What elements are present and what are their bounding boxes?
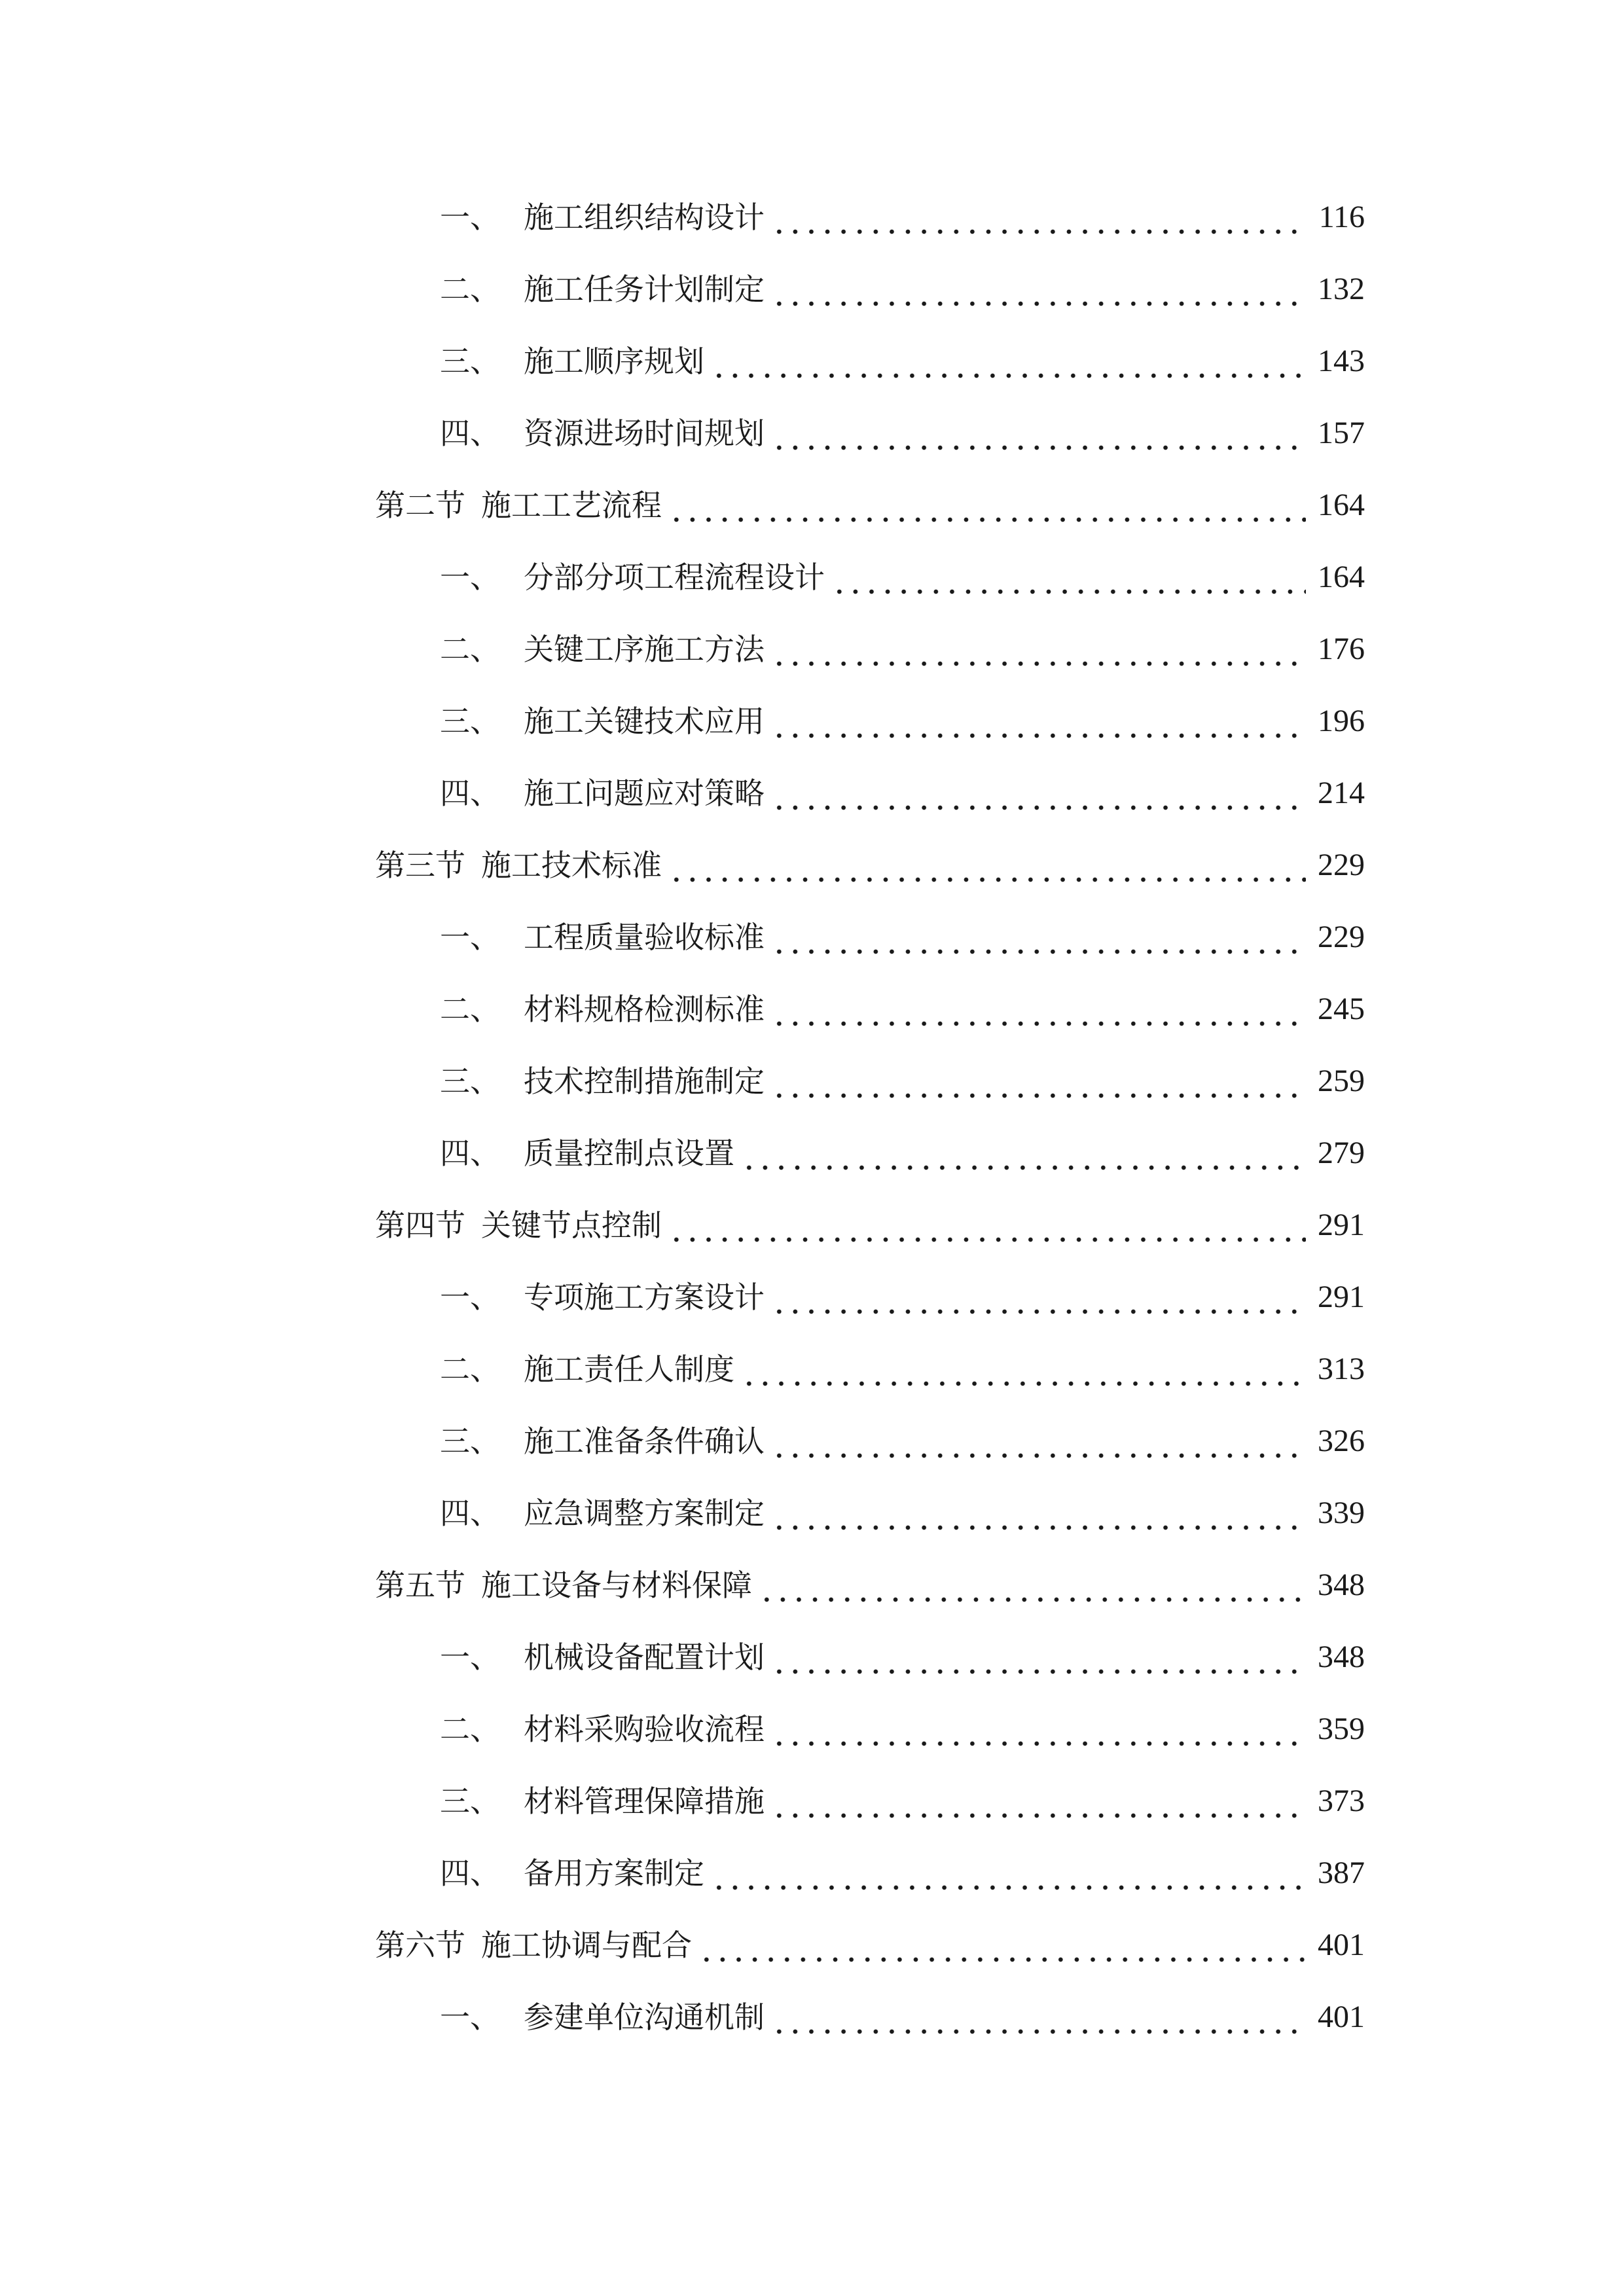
- toc-entry-page-number: 143: [1318, 344, 1365, 378]
- dot-leader: [668, 839, 1306, 891]
- toc-entry[interactable]: [440, 767, 1365, 819]
- toc-entry-number: 二、: [440, 632, 500, 667]
- toc-entry[interactable]: [440, 335, 1365, 387]
- toc-entry[interactable]: [440, 551, 1365, 603]
- toc-entry-title: 施工设备与材料保障: [481, 1568, 752, 1603]
- toc-entry-page-number: 229: [1318, 848, 1365, 882]
- toc-entry-title: 工程质量验收标准: [524, 920, 765, 955]
- toc-entry[interactable]: [440, 1055, 1365, 1107]
- dot-leader: [771, 767, 1306, 819]
- toc-entry[interactable]: [440, 1343, 1365, 1395]
- toc-entry-number: 一、: [440, 920, 500, 955]
- toc-entry-title: 应急调整方案制定: [524, 1496, 765, 1531]
- dot-leader: [711, 1847, 1306, 1899]
- toc-entry[interactable]: [440, 1847, 1365, 1899]
- toc-section-entry[interactable]: [375, 479, 1365, 531]
- toc-entry-title: 机械设备配置计划: [524, 1640, 765, 1675]
- toc-entry-number: 四、: [440, 1856, 500, 1891]
- toc-entry[interactable]: [440, 1415, 1365, 1467]
- dot-leader: [771, 1055, 1306, 1107]
- toc-section-entry[interactable]: [375, 1559, 1365, 1611]
- toc-entry-page-number: 132: [1318, 272, 1365, 306]
- toc-entry-title: 施工技术标准: [481, 848, 662, 883]
- toc-entry-number: 二、: [440, 992, 500, 1027]
- toc-entry-number: 一、: [440, 1280, 500, 1315]
- dot-leader: [771, 911, 1306, 963]
- toc-entry-page-number: 116: [1318, 200, 1365, 234]
- dot-leader: [831, 551, 1306, 603]
- toc-entry-title: 关键节点控制: [481, 1208, 662, 1243]
- toc-entry-number: 四、: [440, 1136, 500, 1171]
- dot-leader: [741, 1343, 1306, 1395]
- dot-leader: [771, 1631, 1306, 1683]
- toc-entry-page-number: 279: [1318, 1136, 1365, 1170]
- toc-entry-title: 材料管理保障措施: [524, 1784, 765, 1819]
- toc-entry-number: 二、: [440, 1712, 500, 1747]
- toc-entry-title: 分部分项工程流程设计: [524, 560, 825, 595]
- toc-entry[interactable]: [440, 1271, 1365, 1323]
- toc-entry[interactable]: [440, 1631, 1365, 1683]
- toc-entry-title: 专项施工方案设计: [524, 1280, 765, 1315]
- toc-entry-number: 三、: [440, 344, 500, 379]
- toc-section-entry[interactable]: [375, 839, 1365, 891]
- dot-leader: [711, 335, 1306, 387]
- toc-entry-page-number: 164: [1318, 488, 1365, 522]
- toc-entry-number: 三、: [440, 1064, 500, 1099]
- toc-entry-number: 一、: [440, 560, 500, 595]
- dot-leader: [759, 1559, 1306, 1611]
- toc-entry-number: 三、: [440, 1424, 500, 1459]
- dot-leader: [668, 1199, 1306, 1251]
- toc-entry-title: 施工准备条件确认: [524, 1424, 765, 1459]
- toc-entry-title: 质量控制点设置: [524, 1136, 734, 1171]
- toc-entry-page-number: 196: [1318, 704, 1365, 738]
- toc-entry-number: 第五节: [375, 1568, 465, 1603]
- toc-entry-page-number: 164: [1318, 560, 1365, 594]
- toc-entry-page-number: 359: [1318, 1712, 1365, 1746]
- dot-leader: [771, 623, 1306, 675]
- toc-entry-title: 施工工艺流程: [481, 488, 662, 523]
- dot-leader: [771, 191, 1307, 243]
- toc-entry[interactable]: [440, 263, 1365, 315]
- toc-section-entry[interactable]: [375, 1199, 1365, 1251]
- toc-entry[interactable]: [440, 983, 1365, 1035]
- toc-entry-title: 施工责任人制度: [524, 1352, 734, 1387]
- toc-entry-title: 施工协调与配合: [481, 1928, 692, 1963]
- toc-entry-page-number: 348: [1318, 1568, 1365, 1602]
- toc-entry-title: 关键工序施工方法: [524, 632, 765, 667]
- toc-entry-title: 施工关键技术应用: [524, 704, 765, 739]
- toc-entry-number: 二、: [440, 1352, 500, 1387]
- toc-entry-page-number: 401: [1318, 1928, 1365, 1962]
- toc-entry-page-number: 291: [1318, 1208, 1365, 1242]
- toc-entry-page-number: 229: [1318, 920, 1365, 954]
- toc-entry-page-number: 348: [1318, 1640, 1365, 1674]
- dot-leader: [771, 1775, 1306, 1827]
- toc-entry[interactable]: [440, 911, 1365, 963]
- toc-entry-title: 技术控制措施制定: [524, 1064, 765, 1099]
- toc-entry-page-number: 373: [1318, 1784, 1365, 1818]
- dot-leader: [698, 1919, 1306, 1971]
- toc-entry[interactable]: [440, 1487, 1365, 1539]
- toc-entry-title: 施工顺序规划: [524, 344, 704, 379]
- toc-entry-number: 一、: [440, 2000, 500, 2035]
- toc-entry-number: 第四节: [375, 1208, 465, 1243]
- dot-leader: [771, 1703, 1306, 1755]
- toc-entry-page-number: 339: [1318, 1496, 1365, 1530]
- toc-entry[interactable]: [440, 1991, 1365, 2043]
- toc-entry[interactable]: [440, 191, 1365, 243]
- toc-entry-page-number: 157: [1318, 416, 1365, 450]
- toc-entry[interactable]: [440, 623, 1365, 675]
- toc-entry[interactable]: [440, 695, 1365, 747]
- toc-entry-number: 第三节: [375, 848, 465, 883]
- toc-entry-title: 备用方案制定: [524, 1856, 704, 1891]
- toc-entry-number: 三、: [440, 704, 500, 739]
- dot-leader: [741, 1127, 1306, 1179]
- toc-entry-number: 一、: [440, 200, 500, 235]
- toc-entry-title: 参建单位沟通机制: [524, 2000, 765, 2035]
- toc-entry[interactable]: [440, 1703, 1365, 1755]
- toc-entry-number: 四、: [440, 416, 500, 451]
- dot-leader: [771, 1991, 1306, 2043]
- toc-entry-page-number: 176: [1318, 632, 1365, 666]
- toc-entry-number: 第六节: [375, 1928, 465, 1963]
- toc-entry-number: 四、: [440, 1496, 500, 1531]
- dot-leader: [771, 263, 1306, 315]
- toc-entry-page-number: 259: [1318, 1064, 1365, 1098]
- toc-entry[interactable]: [440, 1127, 1365, 1179]
- toc-entry-title: 施工任务计划制定: [524, 272, 765, 307]
- dot-leader: [771, 1415, 1306, 1467]
- toc-entry-title: 材料规格检测标准: [524, 992, 765, 1027]
- toc-section-entry[interactable]: [375, 1919, 1365, 1971]
- toc-entry-number: 一、: [440, 1640, 500, 1675]
- dot-leader: [771, 1271, 1306, 1323]
- toc-entry-page-number: 401: [1318, 2000, 1365, 2034]
- toc-entry-page-number: 245: [1318, 992, 1365, 1026]
- toc-entry-number: 四、: [440, 776, 500, 811]
- dot-leader: [771, 695, 1306, 747]
- toc-entry-title: 施工问题应对策略: [524, 776, 765, 811]
- toc-entry-number: 三、: [440, 1784, 500, 1819]
- toc-entry-title: 施工组织结构设计: [524, 200, 765, 235]
- toc-entry-number: 第二节: [375, 488, 465, 523]
- toc-entry-title: 资源进场时间规划: [524, 416, 765, 451]
- toc-entry-title: 材料采购验收流程: [524, 1712, 765, 1747]
- toc-entry[interactable]: [440, 1775, 1365, 1827]
- toc-entry-page-number: 326: [1318, 1424, 1365, 1458]
- toc-entry[interactable]: [440, 407, 1365, 459]
- dot-leader: [771, 983, 1306, 1035]
- dot-leader: [668, 479, 1306, 531]
- dot-leader: [771, 407, 1306, 459]
- toc-entry-page-number: 387: [1318, 1856, 1365, 1890]
- toc-entry-page-number: 291: [1318, 1280, 1365, 1314]
- toc-entry-number: 二、: [440, 272, 500, 307]
- dot-leader: [771, 1487, 1306, 1539]
- toc-entry-page-number: 313: [1318, 1352, 1365, 1386]
- toc-entry-page-number: 214: [1318, 776, 1365, 810]
